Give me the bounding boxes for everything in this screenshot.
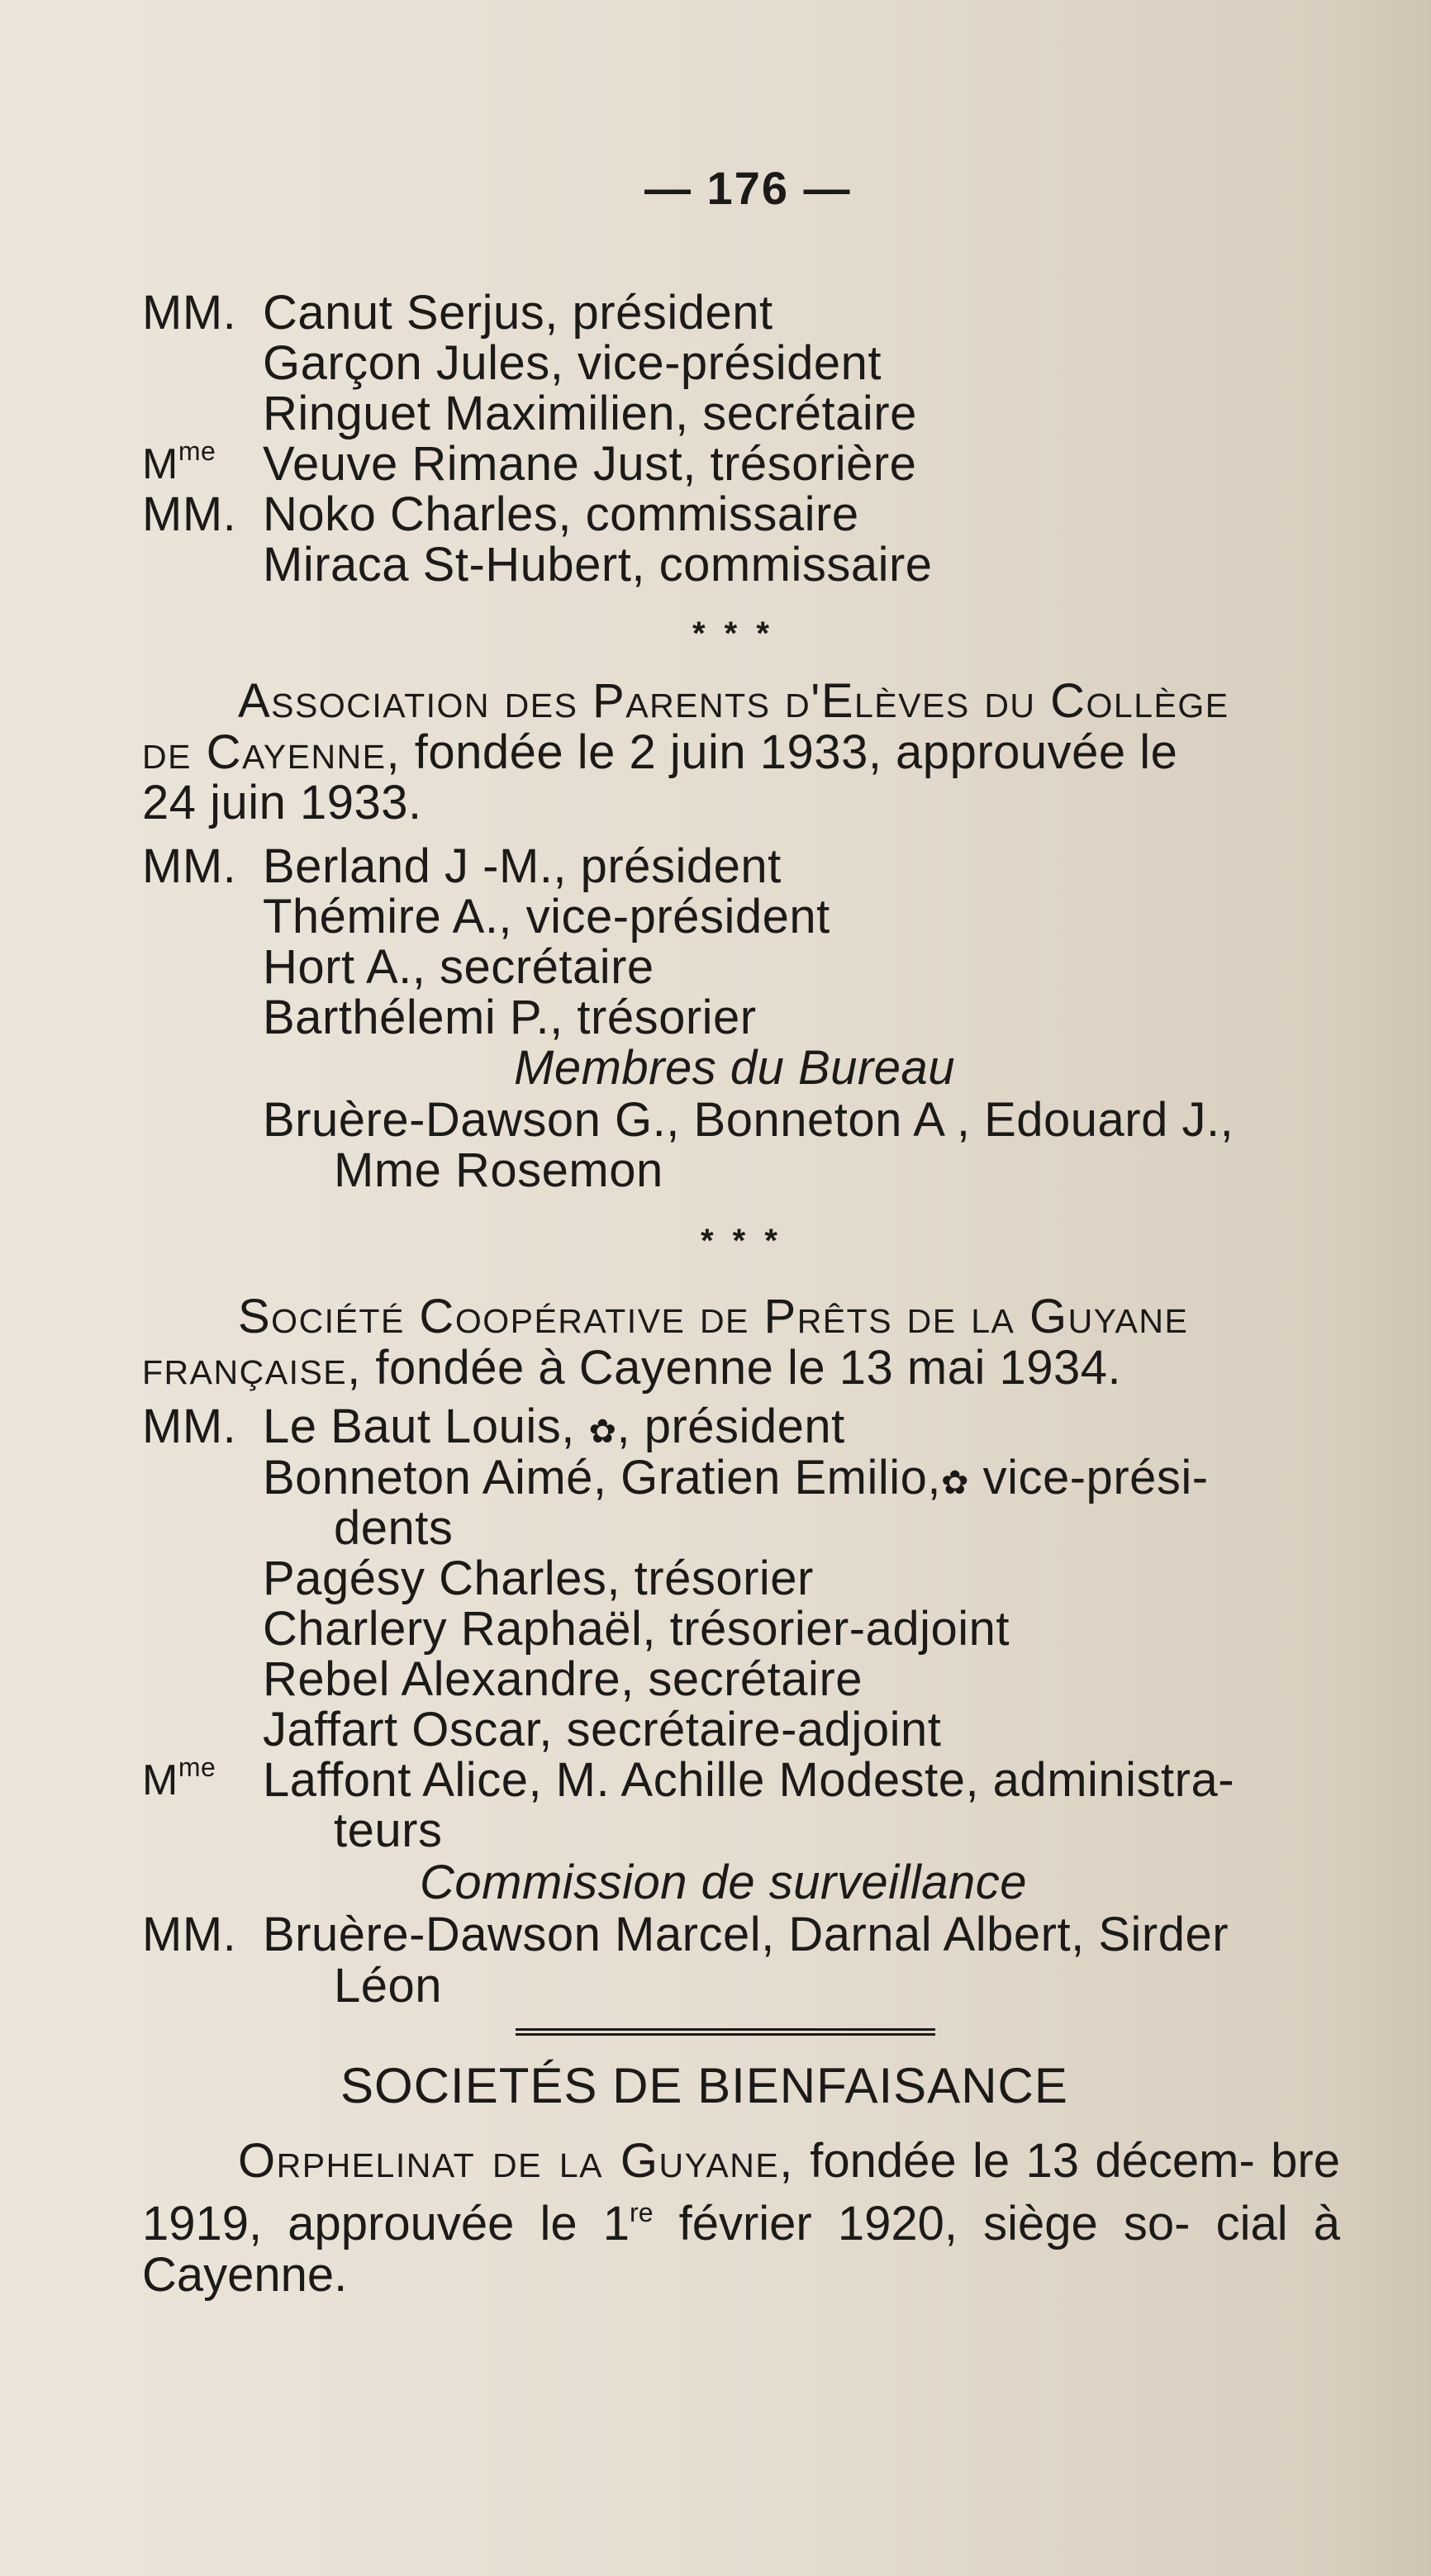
section-divider [516, 2028, 935, 2036]
subheading: Membres du Bureau [514, 1041, 955, 1095]
title-prefix: MM. [142, 839, 237, 893]
title-prefix: MM. [142, 1908, 237, 1961]
asterism-separator: * * * [701, 1223, 782, 1259]
list-item: Miraca St-Hubert, commissaire [263, 538, 933, 592]
medal-icon: ✿ [588, 1414, 617, 1450]
list-item: teurs [334, 1804, 443, 1857]
list-item: Mme Rosemon [334, 1143, 663, 1197]
list-item: Le Baut Louis, ✿, président [263, 1400, 845, 1453]
medal-icon: ✿ [940, 1465, 969, 1501]
section-title: Société Coopérative de Prêts de la Guyane [238, 1290, 1189, 1343]
list-item: Berland J -M., président [263, 839, 782, 893]
title-prefix: MM. [142, 487, 237, 541]
list-item: Veuve Rimane Just, trésorière [263, 437, 917, 491]
list-item: Ringuet Maximilien, secrétaire [263, 387, 917, 440]
list-item: Garçon Jules, vice-président [263, 336, 882, 390]
title-prefix: $M^{me}$ [142, 436, 216, 488]
list-item: Canut Serjus, président [263, 286, 773, 340]
subheading: Commission de surveillance [420, 1856, 1028, 1909]
section-title-line: française, fondée à Cayenne le 13 mai 1934. [142, 1341, 1122, 1395]
list-item: Rebel Alexandre, secrétaire [263, 1652, 863, 1706]
title-prefix: MM. [142, 1400, 237, 1453]
list-item: Bruère-Dawson G., Bonneton A , Edouard J., [263, 1093, 1234, 1147]
list-item: Thémire A., vice-président [263, 890, 830, 943]
title-prefix: MM. [142, 286, 237, 340]
orphelinat-paragraph: Orphelinat de la Guyane, fondée le 13 décem- bre 1919, approuvée le 1re février 1920, siège so- cial à Cayenne. [142, 2134, 1341, 2302]
list-item: Charlery Raphaël, trésorier-adjoint [263, 1602, 1010, 1656]
section-title-line: de Cayenne, fondée le 2 juin 1933, approuvée le [142, 725, 1178, 779]
list-item: dents [334, 1501, 454, 1555]
asterism-separator: * * * [692, 615, 774, 652]
section-title: Association des Parents d'Elèves du Collège [238, 674, 1229, 728]
section-heading: SOCIETÉS DE BIENFAISANCE [340, 2058, 1068, 2113]
list-item: Jaffart Oscar, secrétaire-adjoint [263, 1703, 942, 1756]
list-item: Hort A., secrétaire [263, 940, 654, 994]
page-number: — 176 — [644, 162, 852, 214]
section-title-line: 24 juin 1933. [142, 776, 422, 829]
list-item: Laffont Alice, M. Achille Modeste, administra- [263, 1753, 1235, 1807]
list-item: Bruère-Dawson Marcel, Darnal Albert, Sirder [263, 1908, 1229, 1961]
list-item: Noko Charles, commissaire [263, 487, 859, 541]
title-prefix: $M^{me}$ [142, 1752, 216, 1804]
list-item: Léon [334, 1959, 443, 2013]
list-item: Bonneton Aimé, Gratien Emilio,✿ vice-prési- [263, 1451, 1209, 1504]
list-item: Pagésy Charles, trésorier [263, 1552, 814, 1605]
list-item: Barthélemi P., trésorier [263, 991, 757, 1044]
